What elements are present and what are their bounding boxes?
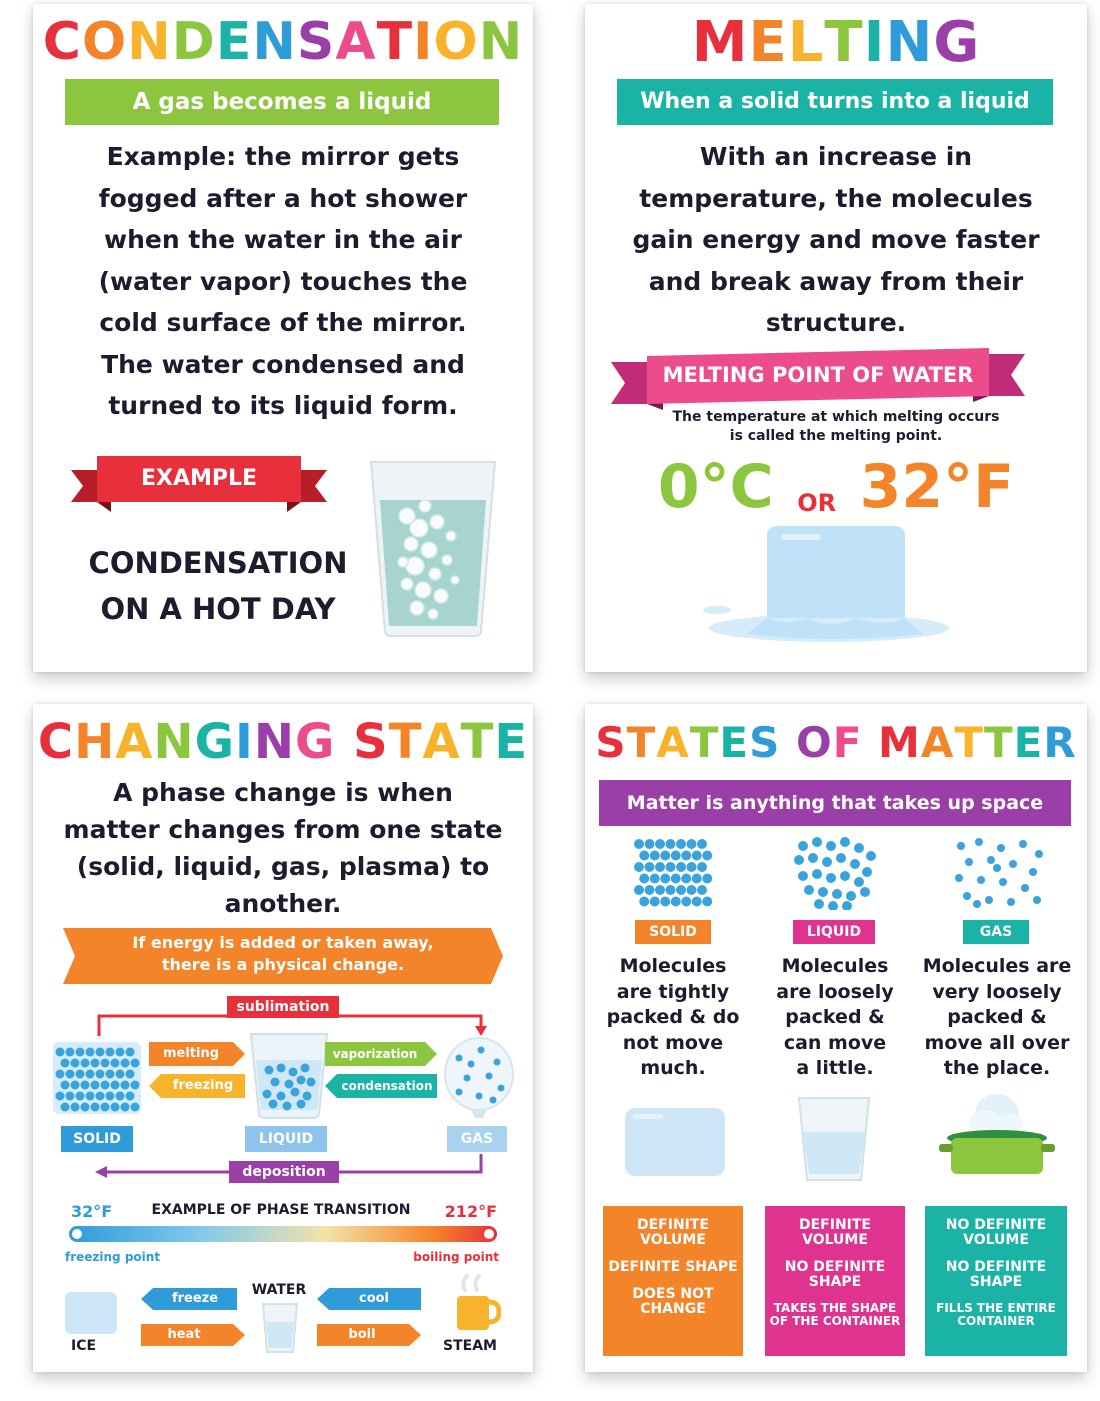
title-letter: M bbox=[691, 10, 749, 75]
property-line: DOES NOT CHANGE bbox=[632, 1286, 714, 1317]
energy-band bbox=[73, 932, 493, 976]
desc-line: Molecules bbox=[781, 955, 889, 977]
property-line: TAKES THE SHAPE OF THE CONTAINER bbox=[769, 1301, 901, 1328]
states-of-matter-title bbox=[585, 718, 1087, 767]
title-letter: A bbox=[656, 718, 690, 767]
property-line: FILLS THE ENTIRE CONTAINER bbox=[936, 1301, 1056, 1328]
title-letter: S bbox=[353, 714, 389, 770]
water-label: WATER bbox=[251, 1282, 307, 1298]
freeze-label: freeze bbox=[171, 1291, 219, 1306]
title-letter: M bbox=[878, 718, 921, 767]
property-line: DEFINITE VOLUME bbox=[637, 1217, 709, 1248]
body-line: fogged after a hot shower bbox=[98, 183, 468, 213]
title-letter: E bbox=[748, 10, 788, 75]
title-letter: C bbox=[42, 12, 82, 72]
property-line: NO DEFINITE SHAPE bbox=[945, 1259, 1047, 1290]
solid-molecules-cube-icon bbox=[51, 1038, 143, 1118]
vaporization-label: vaporization bbox=[332, 1047, 418, 1061]
body-line: Example: the mirror gets bbox=[106, 142, 460, 171]
melting-subtitle: When a solid turns into a liquid bbox=[617, 79, 1053, 125]
glass-with-bubbles-icon bbox=[367, 456, 499, 638]
condensation-title bbox=[33, 12, 533, 72]
steam-label: STEAM bbox=[443, 1338, 497, 1354]
solid-label: SOLID bbox=[635, 920, 711, 944]
title-letter: O bbox=[433, 12, 479, 72]
boiling-point-label: boiling point bbox=[413, 1250, 499, 1264]
desc-line: can move bbox=[783, 1031, 887, 1054]
title-letter: T bbox=[376, 12, 414, 72]
body-line: cold surface of the mirror. bbox=[99, 308, 467, 337]
band-line: there is a physical change. bbox=[161, 955, 405, 974]
bar-end-dot bbox=[484, 1229, 494, 1239]
caption-line: CONDENSATION bbox=[88, 546, 348, 580]
body-line: With an increase in bbox=[699, 142, 973, 171]
f212-label: 212°F bbox=[444, 1202, 497, 1221]
band-line: If energy is added or taken away, bbox=[132, 933, 434, 952]
title-letter bbox=[862, 718, 878, 767]
states-subtitle: Matter is anything that takes up space bbox=[599, 780, 1071, 826]
transition-label: EXAMPLE OF PHASE TRANSITION bbox=[151, 1202, 411, 1218]
melting-title bbox=[585, 10, 1087, 75]
desc-line: packed & bbox=[785, 1006, 885, 1028]
states-of-matter-poster bbox=[585, 704, 1087, 1372]
cool-label: cool bbox=[358, 1291, 390, 1306]
gas-molecules-balloon-icon bbox=[441, 1034, 517, 1124]
title-letter: I bbox=[863, 10, 886, 75]
liquid-molecules-icon bbox=[793, 836, 877, 910]
property-line: NO DEFINITE VOLUME bbox=[945, 1217, 1047, 1248]
gas-state-label: GAS bbox=[447, 1126, 507, 1152]
title-letter: S bbox=[296, 12, 336, 72]
ice-label: ICE bbox=[71, 1338, 97, 1354]
example-ribbon: EXAMPLE bbox=[140, 466, 258, 491]
title-letter: T bbox=[824, 10, 864, 75]
title-letter: A bbox=[920, 718, 955, 767]
title-letter: C bbox=[37, 714, 75, 770]
body-line: gain energy and move faster bbox=[632, 225, 1040, 254]
title-letter: L bbox=[787, 10, 825, 75]
liquid-description bbox=[757, 954, 913, 1082]
gas-label: GAS bbox=[963, 920, 1029, 944]
fahrenheit-value: 32°F bbox=[859, 452, 1015, 522]
title-letter: A bbox=[115, 714, 154, 770]
condensation-subtitle: A gas becomes a liquid bbox=[65, 79, 499, 125]
title-letter: G bbox=[194, 714, 235, 770]
condensation-poster bbox=[33, 4, 533, 672]
solid-molecules-icon bbox=[633, 836, 713, 908]
condensation-caption bbox=[63, 540, 373, 632]
title-letter: A bbox=[335, 12, 377, 72]
title-letter bbox=[780, 718, 796, 767]
melting-point-ribbon: MELTING POINT OF WATER bbox=[662, 363, 974, 387]
title-letter: E bbox=[494, 714, 529, 770]
title-letter: D bbox=[171, 12, 216, 72]
f32-label: 32°F bbox=[71, 1202, 113, 1221]
title-letter: S bbox=[749, 718, 781, 767]
body-line: when the water in the air bbox=[104, 225, 462, 254]
gas-steaming-pot-icon bbox=[937, 1088, 1055, 1182]
title-letter: G bbox=[295, 714, 336, 770]
title-letter: H bbox=[74, 714, 116, 770]
changing-state-body bbox=[43, 774, 523, 922]
melting-poster bbox=[585, 4, 1087, 672]
freezing-point-label: freezing point bbox=[65, 1250, 161, 1264]
title-letter: N bbox=[127, 12, 172, 72]
gas-molecules-icon bbox=[953, 838, 1045, 910]
title-letter: R bbox=[1043, 718, 1077, 767]
body-line: temperature, the molecules bbox=[639, 183, 1033, 213]
deposition-label: deposition bbox=[229, 1161, 339, 1183]
celsius-value: 0°C bbox=[657, 452, 774, 522]
property-line: DEFINITE VOLUME bbox=[799, 1217, 871, 1248]
liquid-molecules-glass-icon bbox=[247, 1030, 331, 1120]
title-letter: T bbox=[388, 714, 423, 770]
liquid-label: LIQUID bbox=[793, 920, 875, 944]
title-letter: A bbox=[422, 714, 461, 770]
bar-start-dot bbox=[72, 1229, 82, 1239]
gas-description bbox=[917, 954, 1077, 1082]
title-letter: T bbox=[460, 714, 495, 770]
title-letter: T bbox=[626, 718, 657, 767]
steaming-mug-icon bbox=[451, 1272, 501, 1334]
title-letter: S bbox=[595, 718, 627, 767]
melting-temperatures bbox=[585, 452, 1087, 522]
title-letter: N bbox=[478, 12, 524, 72]
melting-ice-cube-icon bbox=[697, 522, 961, 652]
title-letter: T bbox=[983, 718, 1014, 767]
desc-line: move all over bbox=[924, 1031, 1070, 1054]
desc-line: the place. bbox=[943, 1057, 1051, 1079]
solid-ice-cube-icon bbox=[623, 1106, 727, 1178]
heat-label: heat bbox=[167, 1327, 201, 1342]
freezing-label: freezing bbox=[172, 1078, 234, 1093]
gas-properties-box bbox=[925, 1206, 1067, 1356]
property-line: NO DEFINITE SHAPE bbox=[784, 1259, 886, 1290]
title-letter: N bbox=[885, 10, 934, 75]
note-line: is called the melting point. bbox=[729, 428, 943, 444]
solid-properties-box bbox=[603, 1206, 743, 1356]
title-letter: O bbox=[81, 12, 128, 72]
title-letter: N bbox=[252, 12, 297, 72]
caption-line: ON A HOT DAY bbox=[100, 592, 336, 626]
title-letter: E bbox=[215, 12, 253, 72]
property-line: DEFINITE SHAPE bbox=[608, 1259, 738, 1275]
body-line: matter changes from one state bbox=[63, 815, 503, 844]
changing-state-poster bbox=[33, 704, 533, 1372]
solid-state-label: SOLID bbox=[61, 1126, 133, 1152]
title-letter: T bbox=[689, 718, 720, 767]
body-line: another. bbox=[224, 889, 342, 918]
desc-line: are tightly bbox=[616, 980, 730, 1003]
body-line: A phase change is when bbox=[113, 778, 453, 807]
body-line: and break away from their bbox=[648, 266, 1024, 296]
title-letter: I bbox=[413, 12, 434, 72]
body-line: turned to its liquid form. bbox=[108, 391, 458, 420]
desc-line: not move bbox=[622, 1031, 724, 1054]
title-letter: E bbox=[1013, 718, 1044, 767]
title-letter: N bbox=[153, 714, 195, 770]
sublimation-label: sublimation bbox=[227, 996, 339, 1018]
solid-description bbox=[595, 954, 751, 1082]
boil-label: boil bbox=[348, 1327, 376, 1342]
desc-line: Molecules are bbox=[922, 955, 1072, 977]
body-line: structure. bbox=[765, 308, 907, 337]
temperature-gradient-bar bbox=[69, 1226, 497, 1242]
body-line: (water vapor) touches the bbox=[98, 266, 468, 296]
or-label: OR bbox=[797, 488, 837, 517]
desc-line: a little. bbox=[796, 1057, 874, 1079]
desc-line: Molecules bbox=[619, 955, 727, 977]
desc-line: much. bbox=[640, 1057, 706, 1079]
desc-line: very loosely bbox=[932, 980, 1062, 1003]
changing-state-title bbox=[33, 714, 533, 770]
title-letter: N bbox=[253, 714, 295, 770]
body-line: The water condensed and bbox=[101, 349, 465, 379]
note-line: The temperature at which melting occurs bbox=[672, 409, 1000, 425]
title-letter: T bbox=[954, 718, 984, 767]
body-line: (solid, liquid, gas, plasma) to bbox=[76, 852, 490, 881]
desc-line: packed & bbox=[947, 1006, 1047, 1028]
melting-body bbox=[595, 136, 1077, 344]
title-letter: F bbox=[832, 718, 863, 767]
ice-cube-icon bbox=[63, 1288, 119, 1336]
title-letter: E bbox=[719, 718, 750, 767]
desc-line: packed & do bbox=[606, 1006, 740, 1028]
melting-label: melting bbox=[162, 1046, 220, 1061]
title-letter bbox=[335, 714, 353, 770]
condensation-label: condensation bbox=[341, 1079, 433, 1093]
liquid-properties-box bbox=[765, 1206, 905, 1356]
title-letter: G bbox=[933, 10, 981, 75]
title-letter: O bbox=[795, 718, 833, 767]
liquid-glass-icon bbox=[797, 1096, 871, 1182]
condensation-body bbox=[43, 136, 523, 427]
title-letter: I bbox=[234, 714, 254, 770]
desc-line: are loosely bbox=[776, 980, 894, 1003]
water-glass-icon bbox=[261, 1302, 299, 1354]
liquid-state-label: LIQUID bbox=[245, 1126, 327, 1152]
melting-note bbox=[585, 408, 1087, 446]
